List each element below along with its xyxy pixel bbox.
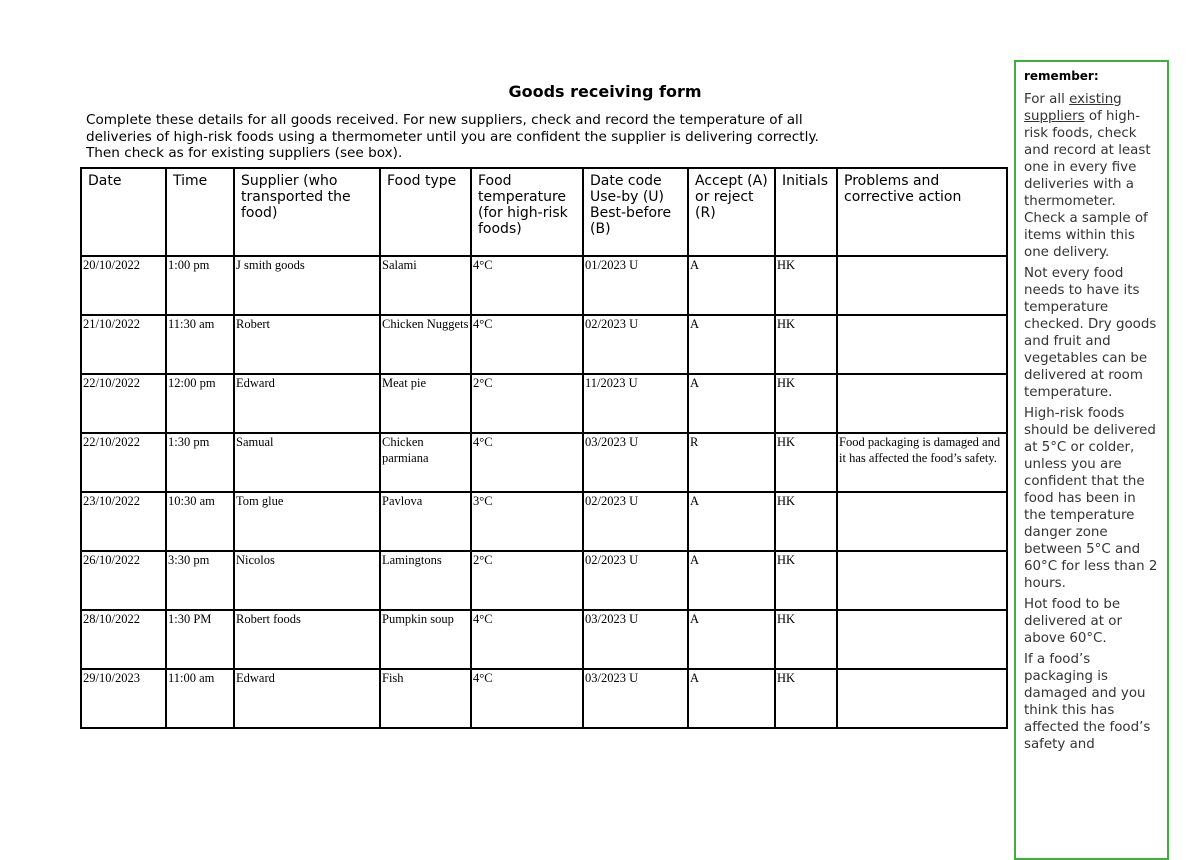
- cell-food-temperature[interactable]: 4°C: [471, 669, 583, 728]
- cell-initials[interactable]: HK: [775, 492, 837, 551]
- cell-date-code[interactable]: 03/2023 U: [583, 610, 688, 669]
- table-row: [81, 256, 1007, 315]
- table-row: [81, 551, 1007, 610]
- cell-date-code[interactable]: 03/2023 U: [583, 669, 688, 728]
- header-supplier: Supplier (who transported the food): [234, 168, 380, 256]
- cell-initials[interactable]: HK: [775, 610, 837, 669]
- cell-food-temperature[interactable]: 4°C: [471, 256, 583, 315]
- cell-accept-reject[interactable]: A: [688, 551, 775, 610]
- header-accept-reject: Accept (A) or reject (R): [688, 168, 775, 256]
- header-food-type: Food type: [380, 168, 471, 256]
- cell-problems[interactable]: Food packaging is damaged and it has affected the food’s safety.: [837, 433, 1007, 492]
- cell-accept-reject[interactable]: A: [688, 374, 775, 433]
- cell-food-type[interactable]: Chicken parmiana: [380, 433, 471, 492]
- cell-date-code[interactable]: 02/2023 U: [583, 315, 688, 374]
- cell-time[interactable]: 11:00 am: [166, 669, 234, 728]
- cell-problems[interactable]: [837, 256, 1007, 315]
- cell-initials[interactable]: HK: [775, 315, 837, 374]
- header-date-code: Date code Use-by (U) Best-before (B): [583, 168, 688, 256]
- cell-date[interactable]: 28/10/2022: [81, 610, 166, 669]
- cell-time[interactable]: 1:30 PM: [166, 610, 234, 669]
- cell-date[interactable]: 29/10/2023: [81, 669, 166, 728]
- cell-date[interactable]: 20/10/2022: [81, 256, 166, 315]
- cell-date-code[interactable]: 02/2023 U: [583, 492, 688, 551]
- cell-date-code[interactable]: 03/2023 U: [583, 433, 688, 492]
- form-instructions: [86, 112, 986, 162]
- cell-accept-reject[interactable]: R: [688, 433, 775, 492]
- table-row: [81, 610, 1007, 669]
- table-header-row: [81, 168, 1007, 256]
- remember-box: [1014, 60, 1169, 860]
- remember-p1-end: of high-risk foods, check and record at least one in every five deliveries with a thermometer. Check a sample of items within this one delivery.: [1024, 109, 1151, 260]
- cell-supplier[interactable]: Robert foods: [234, 610, 380, 669]
- cell-date[interactable]: 22/10/2022: [81, 433, 166, 492]
- cell-supplier[interactable]: Robert: [234, 315, 380, 374]
- remember-paragraph-hot-food: Hot food to be delivered at or above 60°C.: [1024, 597, 1122, 646]
- cell-date[interactable]: 26/10/2022: [81, 551, 166, 610]
- cell-problems[interactable]: [837, 492, 1007, 551]
- cell-food-type[interactable]: Lamingtons: [380, 551, 471, 610]
- header-initials: Initials: [775, 168, 837, 256]
- cell-time[interactable]: 3:30 pm: [166, 551, 234, 610]
- cell-date-code[interactable]: 11/2023 U: [583, 374, 688, 433]
- cell-problems[interactable]: [837, 669, 1007, 728]
- cell-food-type[interactable]: Pumpkin soup: [380, 610, 471, 669]
- cell-time[interactable]: 1:30 pm: [166, 433, 234, 492]
- cell-food-type[interactable]: Chicken Nuggets: [380, 315, 471, 374]
- instructions-line-3: Then check as for existing suppliers (see box).: [86, 145, 403, 162]
- cell-supplier[interactable]: Edward: [234, 374, 380, 433]
- cell-date-code[interactable]: 02/2023 U: [583, 551, 688, 610]
- cell-initials[interactable]: HK: [775, 256, 837, 315]
- cell-problems[interactable]: [837, 610, 1007, 669]
- header-problems: Problems and corrective action: [837, 168, 1007, 256]
- cell-food-temperature[interactable]: 4°C: [471, 610, 583, 669]
- remember-paragraph-existing-suppliers: [1024, 91, 1161, 261]
- cell-accept-reject[interactable]: A: [688, 256, 775, 315]
- table-row: [81, 492, 1007, 551]
- goods-receiving-table: [80, 167, 1008, 729]
- cell-date[interactable]: 23/10/2022: [81, 492, 166, 551]
- cell-time[interactable]: 10:30 am: [166, 492, 234, 551]
- remember-paragraph-not-every-food: Not every food needs to have its temperature checked. Dry goods and fruit and vegetables can be delivered at room temperature.: [1024, 266, 1157, 400]
- cell-food-temperature[interactable]: 2°C: [471, 374, 583, 433]
- header-time: Time: [166, 168, 234, 256]
- cell-time[interactable]: 1:00 pm: [166, 256, 234, 315]
- remember-title: remember:: [1024, 69, 1099, 83]
- cell-accept-reject[interactable]: A: [688, 315, 775, 374]
- cell-supplier[interactable]: Tom glue: [234, 492, 380, 551]
- remember-paragraph-damaged-packaging: If a food’s packaging is damaged and you think this has affected the food’s safety and: [1024, 652, 1151, 752]
- header-food-temperature: Food temperature (for high-risk foods): [471, 168, 583, 256]
- cell-initials[interactable]: HK: [775, 433, 837, 492]
- cell-supplier[interactable]: Nicolos: [234, 551, 380, 610]
- cell-initials[interactable]: HK: [775, 551, 837, 610]
- cell-supplier[interactable]: Edward: [234, 669, 380, 728]
- cell-supplier[interactable]: Samual: [234, 433, 380, 492]
- header-date: Date: [81, 168, 166, 256]
- cell-problems[interactable]: [837, 551, 1007, 610]
- remember-p1-start: For all: [1024, 92, 1070, 107]
- cell-date[interactable]: 21/10/2022: [81, 315, 166, 374]
- remember-paragraph-high-risk: High-risk foods should be delivered at 5°C or colder, unless you are confident that the food has been in the temperature danger zone between 5°C and 60°C for less than 2 hours.: [1024, 406, 1158, 591]
- cell-date[interactable]: 22/10/2022: [81, 374, 166, 433]
- cell-time[interactable]: 12:00 pm: [166, 374, 234, 433]
- cell-time[interactable]: 11:30 am: [166, 315, 234, 374]
- cell-problems[interactable]: [837, 315, 1007, 374]
- cell-initials[interactable]: HK: [775, 374, 837, 433]
- cell-food-temperature[interactable]: 2°C: [471, 551, 583, 610]
- table-row: [81, 433, 1007, 492]
- cell-accept-reject[interactable]: A: [688, 610, 775, 669]
- cell-supplier[interactable]: J smith goods: [234, 256, 380, 315]
- cell-food-temperature[interactable]: 3°C: [471, 492, 583, 551]
- cell-food-type[interactable]: Fish: [380, 669, 471, 728]
- cell-accept-reject[interactable]: A: [688, 492, 775, 551]
- form-title: Goods receiving form: [508, 82, 702, 101]
- cell-food-type[interactable]: Meat pie: [380, 374, 471, 433]
- cell-problems[interactable]: [837, 374, 1007, 433]
- existing-suppliers-emphasis: existing suppliers: [1024, 92, 1122, 124]
- cell-food-type[interactable]: Pavlova: [380, 492, 471, 551]
- table-row: [81, 669, 1007, 728]
- instructions-line-1: Complete these details for all goods received. For new suppliers, check and record the temperature of all: [86, 112, 803, 128]
- cell-food-temperature[interactable]: 4°C: [471, 433, 583, 492]
- instructions-line-2: deliveries of high-risk foods using a thermometer until you are confident the supplier is delivering correctly.: [86, 128, 819, 145]
- cell-date-code[interactable]: 01/2023 U: [583, 256, 688, 315]
- cell-accept-reject[interactable]: A: [688, 669, 775, 728]
- cell-food-type[interactable]: Salami: [380, 256, 471, 315]
- table-row: [81, 374, 1007, 433]
- table-row: [81, 315, 1007, 374]
- cell-initials[interactable]: HK: [775, 669, 837, 728]
- cell-food-temperature[interactable]: 4°C: [471, 315, 583, 374]
